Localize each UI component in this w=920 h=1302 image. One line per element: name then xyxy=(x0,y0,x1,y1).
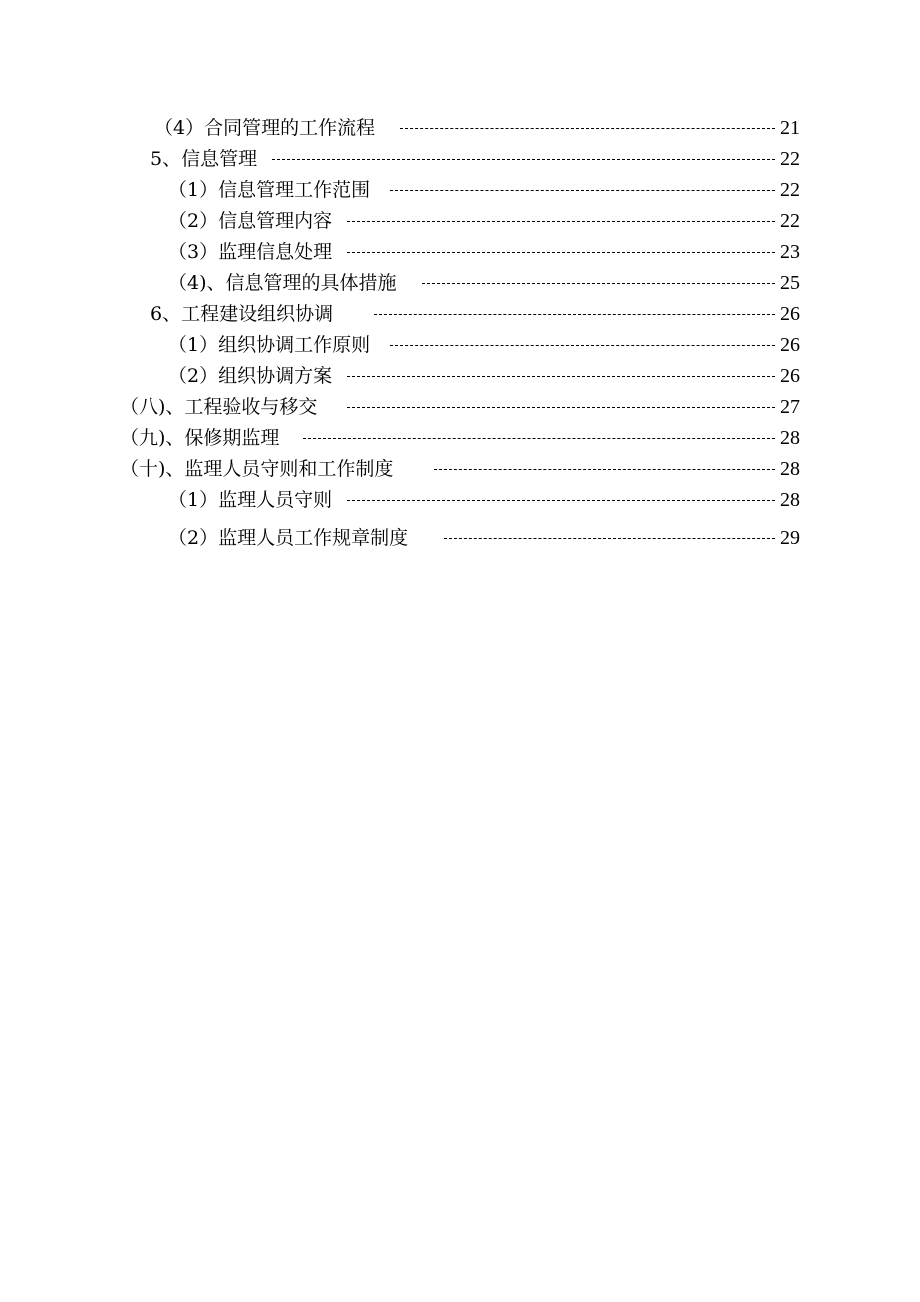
toc-leader xyxy=(444,538,775,539)
toc-leader xyxy=(272,159,775,160)
toc-entry xyxy=(0,485,920,515)
toc-entry xyxy=(0,237,920,267)
toc-entry xyxy=(0,175,920,205)
toc-entry-title: （十)、监理人员守则和工作制度 xyxy=(120,458,394,480)
toc-entry-page: 25 xyxy=(780,272,800,294)
toc-entry-page: 29 xyxy=(780,527,800,549)
toc-entry-page: 28 xyxy=(780,489,800,511)
toc-entry xyxy=(0,113,920,143)
toc-entry xyxy=(0,268,920,298)
toc-entry xyxy=(0,423,920,453)
toc-leader xyxy=(347,252,775,253)
toc-entry-page: 27 xyxy=(780,396,800,418)
toc-entry-title: （2）监理人员工作规章制度 xyxy=(168,527,409,549)
toc-entry xyxy=(0,361,920,391)
toc-entry-page: 28 xyxy=(780,427,800,449)
toc-entry xyxy=(0,206,920,236)
toc-entry-page: 28 xyxy=(780,458,800,480)
toc-entry-page: 26 xyxy=(780,334,800,356)
toc-entry-title: （八)、工程验收与移交 xyxy=(120,396,318,418)
toc-entry xyxy=(0,392,920,422)
toc-leader xyxy=(347,376,775,377)
toc-entry-page: 22 xyxy=(780,148,800,170)
toc-entry xyxy=(0,144,920,174)
toc-leader xyxy=(400,128,775,129)
toc-entry-title: （1）信息管理工作范围 xyxy=(168,179,371,201)
toc-leader xyxy=(347,500,775,501)
toc-leader xyxy=(390,345,775,346)
toc-entry xyxy=(0,330,920,360)
toc-entry xyxy=(0,299,920,329)
toc-entry-page: 26 xyxy=(780,303,800,325)
toc-entry-page: 22 xyxy=(780,210,800,232)
toc-entry-page: 23 xyxy=(780,241,800,263)
toc-entry-title: （2）信息管理内容 xyxy=(168,210,333,232)
toc-entry-title: 6、工程建设组织协调 xyxy=(150,303,334,325)
toc-leader xyxy=(347,407,775,408)
toc-entry-title: 5、信息管理 xyxy=(150,148,258,170)
toc-leader xyxy=(390,190,775,191)
toc-entry-title: （1）组织协调工作原则 xyxy=(168,334,371,356)
toc-entry-page: 26 xyxy=(780,365,800,387)
toc-entry-title: （2）组织协调方案 xyxy=(168,365,333,387)
toc-leader xyxy=(347,221,775,222)
toc-leader xyxy=(303,438,775,439)
toc-entry-title: （九)、保修期监理 xyxy=(120,427,280,449)
toc-entry xyxy=(0,523,920,553)
toc-leader xyxy=(422,283,775,284)
toc-entry-title: （4）合同管理的工作流程 xyxy=(154,117,376,139)
toc-leader xyxy=(374,314,775,315)
toc-entry-title: （1）监理人员守则 xyxy=(168,489,333,511)
toc-entry-title: （3）监理信息处理 xyxy=(168,241,333,263)
toc-leader xyxy=(434,469,775,470)
toc-entry-page: 21 xyxy=(780,117,800,139)
toc-entry-page: 22 xyxy=(780,179,800,201)
toc-entry xyxy=(0,454,920,484)
toc-entry-title: （4)、信息管理的具体措施 xyxy=(168,272,397,294)
